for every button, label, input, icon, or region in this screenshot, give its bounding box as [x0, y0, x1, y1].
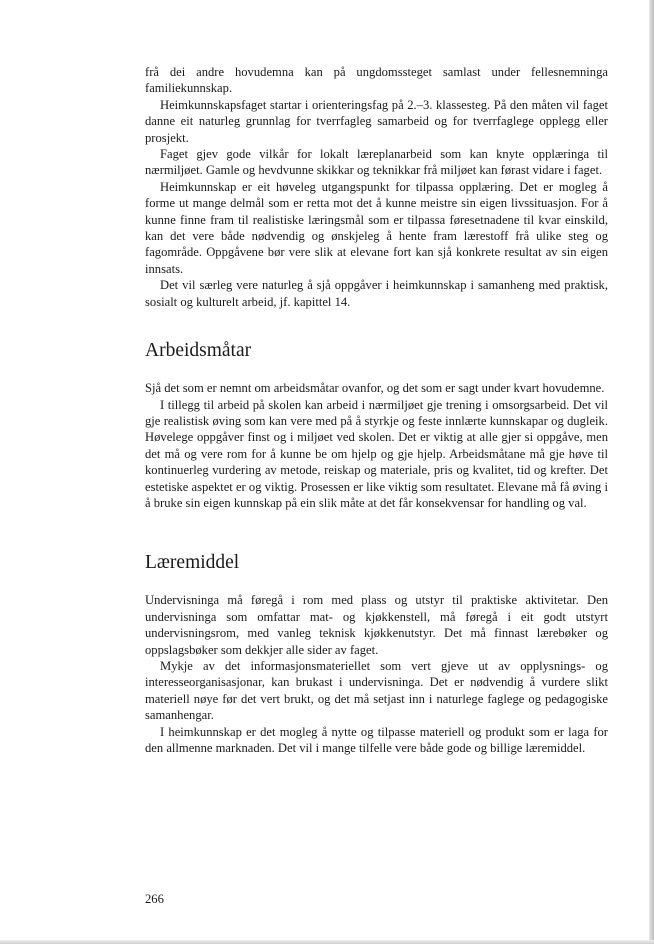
- section-heading-laeremiddel: Læremiddel: [145, 552, 240, 574]
- page-body: [145, 64, 608, 756]
- laeremiddel-paragraph-1: Undervisninga må føregå i rom med plass og utstyr til praktiske aktivitetar. Den undervisninga som omfattar mat- og kjøkkenstell, må føregå i eit godt utstyrt undervisningsrom, med vanleg teknisk kjøkkenutstyr. Det må finnast lærebøker og oppslagsbøker som dekkjer alle sider av faget.: [145, 593, 608, 657]
- intro-paragraph-1: frå dei andre hovudemna kan på ungdomssteget samlast under fellesnemninga familiekunnskap.: [145, 65, 608, 96]
- page-bottom-edge: [0, 940, 654, 944]
- laeremiddel-paragraph-3: I heimkunnskap er det mogleg å nytte og tilpasse materiell og produkt som er laga for den allmenne marknaden. Det vil i mange tilfelle vere både gode og billige læremiddel.: [145, 724, 608, 755]
- intro-paragraph-5: Det vil særleg vere naturleg å sjå oppgåver i heimkunnskap i samanheng med praktisk, sosialt og kulturelt arbeid, jf. kapittel 14.: [145, 278, 608, 309]
- arbeidsmatar-paragraph-1: Sjå det som er nemnt om arbeidsmåtar ovanfor, og det som er sagt under kvart hovudemne.: [145, 381, 605, 396]
- page-number: 266: [145, 892, 164, 906]
- intro-paragraph-2: Heimkunnskapsfaget startar i orienteringsfag på 2.–3. klassesteg. På den måten vil faget danne eit naturleg grunnlag for tverrfagleg samarbeid og for tverrfaglege opplegg eller prosjekt.: [145, 97, 608, 145]
- laeremiddel-paragraph-2: Mykje av det informasjonsmateriellet som vert gjeve ut av opplysnings- og interesseorganisasjonar, kan brukast i undervisninga. Det er nødvendig å vurdere slikt materiell nøye før det vert brukt, og det må setjast inn i naturlege faglege og pedagogiske samanhengar.: [145, 658, 608, 723]
- page-edge-shadow: [649, 0, 654, 944]
- intro-paragraph-3: Faget gjev gode vilkår for lokalt læreplanarbeid som kan knyte opplæringa til nærmiljøet. Gamle og hevdvunne skikkar og teknikkar frå miljøet kan førast vidare i faget.: [145, 147, 608, 178]
- section-heading-arbeidsmatar: Arbeidsmåtar: [145, 340, 252, 362]
- arbeidsmatar-paragraph-2: I tillegg til arbeid på skolen kan arbeid i nærmiljøet gje trening i omsorgsarbeid. Det vil gje realistisk øving som kan vere med på å styrkje og feste innlærte kunnskapar og dugleik. Høvelege oppgåver finst og i miljøet ved skolen. Det er viktig at alle gjer si oppgåve, men det må og vere rom for å kunne be om hjelp og gje hjelp. Arbeidsmåtane må gje høve til kontinuerleg vurdering av metode, reiskap og materiale, pris og kvalitet, tid og krefter. Det estetiske aspektet er og viktig. Prosessen er like viktig som resultatet. Elevane må få øving i å bruke sin eigen kunnskap på ein slik måte at det får konsekvensar for handling og val.: [145, 397, 608, 510]
- intro-paragraph-4: Heimkunnskap er eit høveleg utgangspunkt for tilpassa opplæring. Det er mogleg å forme ut mange delmål som er retta mot det å kunne meistre sin eigen livssituasjon. For å kunne finne fram til realistiske læringsmål som er tilpassa føresetnadene til kvar einskild, kan det vere både nødvendig og ønskjeleg å hente fram lærestoff frå ulike steg og fagområde. Oppgåvene bør vere slik at elevane fort kan sjå konkrete resultat av sin eigen innsats.: [145, 179, 608, 276]
